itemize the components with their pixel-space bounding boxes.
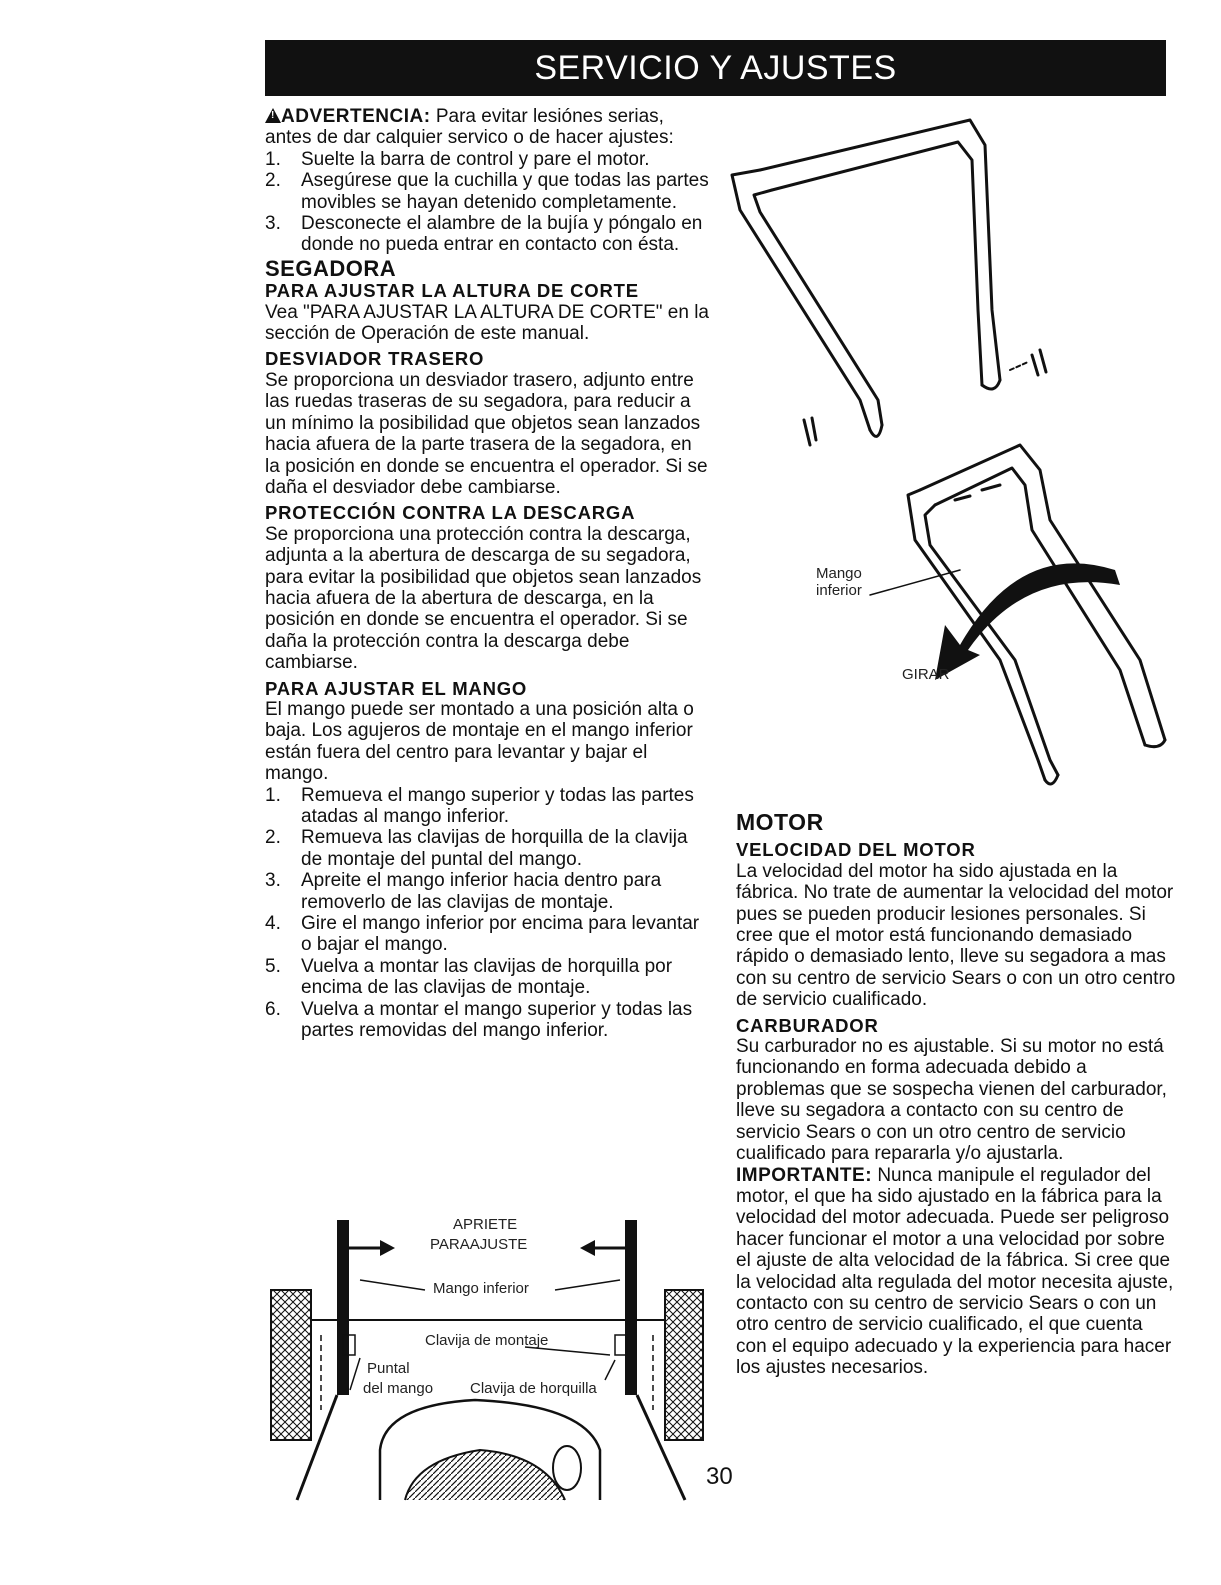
page-number: 30 [706, 1463, 733, 1490]
figure-label-apriete: APRIETE [453, 1216, 518, 1233]
list-number: 5. [265, 955, 281, 977]
list-item [265, 870, 710, 913]
right-column [736, 810, 1176, 1379]
desviador-text: Se proporciona un desviador trasero, adjunto entre las ruedas traseras de su segadora, para reducir a un mínimo la posibilidad que objetos sean lanzados hacia afuera de la parte trasera de la segadora, en la posición en donde se encuentra el operador. Si se daña el desviador debe cambiarse. [265, 369, 708, 498]
list-text: Remueva el mango superior y todas las partes atadas al mango inferior. [301, 784, 694, 827]
warning-text: Para evitar lesiónes serias, antes de dar calquier servico o de hacer ajustes: [265, 106, 674, 149]
figure-label-mango-inferior: Mango inferior [433, 1280, 529, 1297]
figure-label-del-mango: del mango [363, 1380, 434, 1397]
figure-label-clavija-montaje: Clavija de montaje [425, 1332, 549, 1349]
proteccion-text: Se proporciona una protección contra la descarga, adjunta a la abertura de descarga de su segadora, para evitar la posibilidad que objetos sean lanzados hacia afuera de la abertura de descarga, en la posición en donde se encuentra el operador. Si se daña la protección contra la descarga debe cambiarse. [265, 523, 702, 674]
list-item [265, 999, 710, 1042]
figure-label-inferior: inferior [816, 582, 862, 599]
list-number: 1. [265, 784, 281, 806]
subheading-proteccion: PROTECCIÓN CONTRA LA DESCARGA [265, 502, 636, 524]
list-text: Desconecte el alambre de la bujía y póngalo en donde no pueda entrar en contacto con ésta. [301, 213, 703, 256]
figure-label-puntal: Puntal [367, 1360, 410, 1377]
subheading-velocidad: VELOCIDAD DEL MOTOR [736, 839, 976, 861]
list-text: Vuelva a montar las clavijas de horquilla por encima de las clavijas de montaje. [301, 955, 673, 999]
figure-label-clavija-horquilla: Clavija de horquilla [470, 1380, 597, 1397]
mango-steps [265, 785, 710, 1042]
list-number: 6. [265, 998, 281, 1020]
warning-icon [265, 108, 281, 123]
list-text: Gire el mango inferior por encima para levantar o bajar el mango. [301, 913, 700, 956]
list-item [265, 213, 710, 256]
list-item [265, 956, 710, 999]
list-text: Vuelva a montar el mango superior y todas las partes removidas del mango inferior. [301, 998, 693, 1042]
subheading-desviador: DESVIADOR TRASERO [265, 348, 485, 370]
page-title: SERVICIO Y AJUSTES [265, 40, 1166, 96]
list-number: 3. [265, 870, 281, 892]
subheading-mango: PARA AJUSTAR EL MANGO [265, 677, 528, 699]
subheading-altura: PARA AJUSTAR LA ALTURA DE CORTE [265, 280, 639, 302]
handle-rotation-figure [720, 100, 1200, 790]
importante-text: Nunca manipule el regulador del motor, el que ha sido ajustado en la fábrica para la velocidad del motor adecuada. Puede ser peligroso hacer funcionar el motor a una velocidad por sobre el ajuste de alta velocidad de la fábrica. Si cree que la velocidad alta regulada del motor necesita ajuste, contacto con su centro de servicio Sears o con un otro centro de servicio cualificado, el que cuenta con el equipo adecuado y la experiencia para hacer los ajustes necesarios. [736, 1164, 1174, 1379]
list-item [265, 149, 710, 170]
figure-label-paraajuste: PARAAJUSTE [430, 1236, 528, 1253]
list-text: Suelte la barra de control y pare el motor. [301, 148, 650, 170]
list-number: 2. [265, 827, 281, 849]
subheading-carburador: CARBURADOR [736, 1014, 879, 1036]
importante-label: IMPORTANTE: [736, 1164, 873, 1186]
list-text: Asegúrese que la cuchilla y que todas las partes movibles se hayan detenido completamente. [301, 170, 709, 213]
list-item [265, 170, 710, 213]
carburador-text: Su carburador no es ajustable. Si su motor no está funcionando en forma adecuada debido a problemas que se sospecha vienen del carburador, lleve su segadora a contacto con su centro de servicio Sears o con un otro centro de servicio cualificado para repararla y/o ajustarla. [736, 1036, 1167, 1165]
front-view-figure [265, 1210, 715, 1510]
section-heading-segadora: SEGADORA [265, 255, 397, 281]
list-number: 3. [265, 213, 281, 235]
list-item [265, 913, 710, 956]
section-heading-motor: MOTOR [736, 809, 824, 835]
velocidad-text: La velocidad del motor ha sido ajustada en la fábrica. No trate de aumentar la velocidad del motor pues se pueden producir lesiones personales. Si cree que el motor está funcionando demasiado rápido o demasiado lento, lleve su segadora a mas con su centro de servicio Sears o con un otro centro de servicio cualificado. [736, 860, 1176, 1011]
handle-diagram-illustration [720, 100, 1200, 790]
warning-paragraph [265, 106, 710, 149]
list-text: Remueva las clavijas de horquilla de la clavija de montaje del puntal del mango. [301, 827, 688, 870]
list-number: 4. [265, 913, 281, 935]
front-view-illustration [265, 1210, 715, 1510]
warning-steps [265, 149, 710, 256]
list-number: 2. [265, 170, 281, 192]
importante-paragraph [736, 1165, 1176, 1379]
altura-text: Vea "PARA AJUSTAR LA ALTURA DE CORTE" en la sección de Operación de este manual. [265, 301, 709, 345]
list-text: Apreite el mango inferior hacia dentro para removerlo de las clavijas de montaje. [301, 870, 662, 913]
figure-label-girar: GIRAR [902, 666, 950, 683]
list-item [265, 827, 710, 870]
list-number: 1. [265, 148, 281, 170]
left-column [265, 106, 710, 1041]
mango-text: El mango puede ser montado a una posición alta o baja. Los agujeros de montaje en el mango inferior están fuera del centro para levantar y bajar el mango. [265, 698, 694, 785]
warning-label: ADVERTENCIA: [281, 106, 431, 127]
list-item [265, 785, 710, 828]
figure-label-mango: Mango [816, 565, 862, 582]
